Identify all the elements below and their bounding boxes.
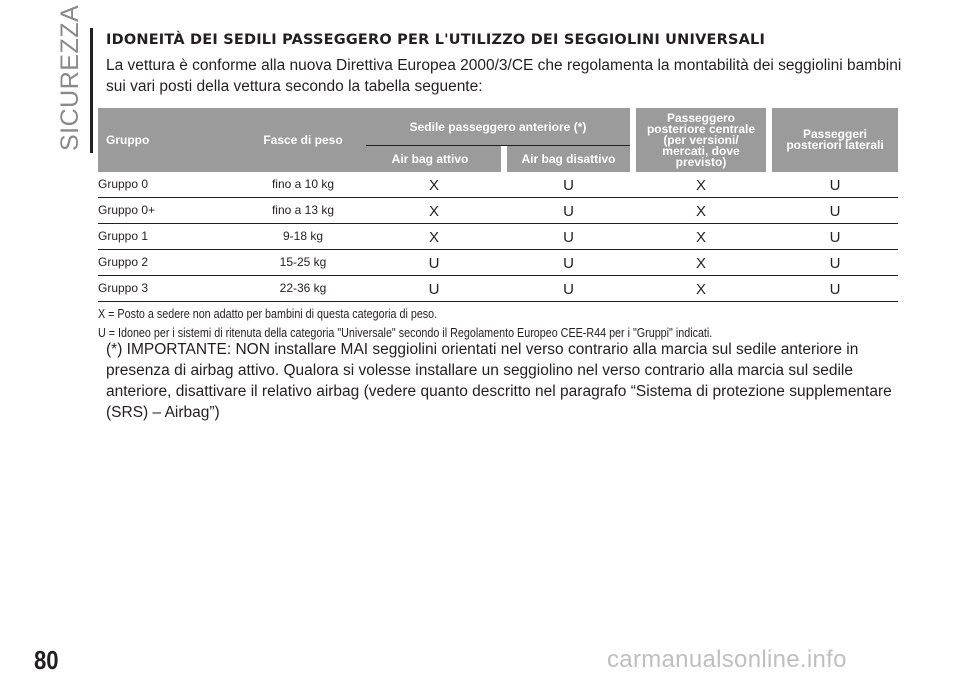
cell-peso: 22-36 kg bbox=[279, 281, 327, 295]
header-posteriore-centrale bbox=[636, 108, 766, 172]
cell-posteriore-centrale: X bbox=[695, 229, 706, 246]
cell-airbag-attivo: X bbox=[428, 203, 439, 220]
cell-airbag-attivo: U bbox=[428, 281, 440, 298]
cell-airbag-attivo: X bbox=[428, 177, 439, 194]
cell-posteriori-laterali: U bbox=[829, 229, 841, 246]
table-body bbox=[98, 172, 898, 302]
header-sedile-anteriore: Sedile passeggero anteriore (*) bbox=[409, 119, 587, 134]
cell-gruppo: Gruppo 3 bbox=[98, 281, 149, 295]
cell-airbag-attivo: X bbox=[428, 229, 439, 246]
watermark: carmanualsonline.info bbox=[607, 646, 847, 673]
cell-airbag-disattivo: U bbox=[563, 281, 574, 298]
header-line: Passeggeri bbox=[802, 127, 868, 141]
section-label: SICUREZZA bbox=[56, 4, 84, 151]
header-gruppo: Gruppo bbox=[106, 133, 150, 147]
cell-posteriori-laterali: U bbox=[829, 203, 841, 220]
table-row bbox=[98, 276, 898, 302]
header-posteriori-laterali bbox=[772, 108, 898, 172]
cell-airbag-disattivo: U bbox=[563, 229, 574, 246]
important-warning: (*) IMPORTANTE: NON installare MAI seggiolini orientati nel verso contrario alla marcia sul sedile anteriore in presenza di airbag attivo. Qualora si volesse installare un seggiolino nel verso contrario alla marcia sul sedile anteriore, disattivare il relativo airbag (vedere quanto descritto nel paragrafo “Sistema di protezione supplementare (SRS) – Airbag”) bbox=[106, 341, 892, 421]
cell-airbag-disattivo: U bbox=[563, 203, 574, 220]
table-row bbox=[98, 198, 898, 224]
header-line: (per versioni/ bbox=[663, 132, 739, 147]
cell-airbag-disattivo: U bbox=[563, 177, 574, 194]
legend-note-x: X = Posto a sedere non adatto per bambini di questa categoria di peso. bbox=[98, 307, 438, 321]
cell-posteriore-centrale: X bbox=[695, 255, 706, 272]
cell-posteriore-centrale: X bbox=[695, 203, 706, 220]
cell-gruppo: Gruppo 0 bbox=[98, 177, 149, 191]
cell-posteriori-laterali: U bbox=[829, 177, 841, 194]
cell-airbag-disattivo: U bbox=[563, 255, 574, 272]
page-number: 80 bbox=[34, 645, 59, 675]
header-line: previsto) bbox=[675, 154, 727, 169]
page-heading: IDONEITÀ DEI SEDILI PASSEGGERO PER L'UTILIZZO DEI SEGGIOLINI UNIVERSALI bbox=[106, 32, 766, 48]
cell-gruppo: Gruppo 0+ bbox=[98, 203, 156, 217]
cell-posteriore-centrale: X bbox=[695, 281, 706, 298]
intro-paragraph: La vettura è conforme alla nuova Direttiva Europea 2000/3/CE che regolamenta la montabilità dei seggiolini bambini sui vari posti della vettura secondo la tabella seguente: bbox=[106, 57, 902, 95]
cell-peso: fino a 13 kg bbox=[271, 203, 335, 217]
header-airbag-attivo: Air bag attivo bbox=[391, 152, 469, 166]
header-airbag-disattivo: Air bag disattivo bbox=[521, 152, 616, 166]
cell-peso: 15-25 kg bbox=[279, 255, 327, 269]
header-line: Passeggero bbox=[666, 110, 736, 125]
table-row bbox=[98, 224, 898, 250]
header-line: posteriori laterali bbox=[786, 138, 884, 152]
cell-posteriori-laterali: U bbox=[829, 255, 841, 272]
header-line: posteriore centrale bbox=[646, 121, 756, 136]
cell-peso: fino a 10 kg bbox=[271, 177, 335, 191]
table-header bbox=[98, 108, 898, 172]
cell-gruppo: Gruppo 2 bbox=[98, 255, 149, 269]
header-fasce-di-peso: Fasce di peso bbox=[263, 133, 343, 147]
legend-note-u: U = Idoneo per i sistemi di ritenuta della categoria "Universale" secondo il Regolamento Europeo CEE-R44 per i "Gruppi" indicati. bbox=[98, 326, 713, 340]
table-row bbox=[98, 172, 898, 198]
cell-posteriori-laterali: U bbox=[829, 281, 841, 298]
cell-posteriore-centrale: X bbox=[695, 177, 706, 194]
section-rule bbox=[90, 28, 93, 153]
cell-peso: 9-18 kg bbox=[282, 229, 324, 243]
header-line: mercati, dove bbox=[662, 143, 740, 158]
cell-airbag-attivo: U bbox=[428, 255, 440, 272]
cell-gruppo: Gruppo 1 bbox=[98, 229, 149, 243]
table-row bbox=[98, 250, 898, 276]
